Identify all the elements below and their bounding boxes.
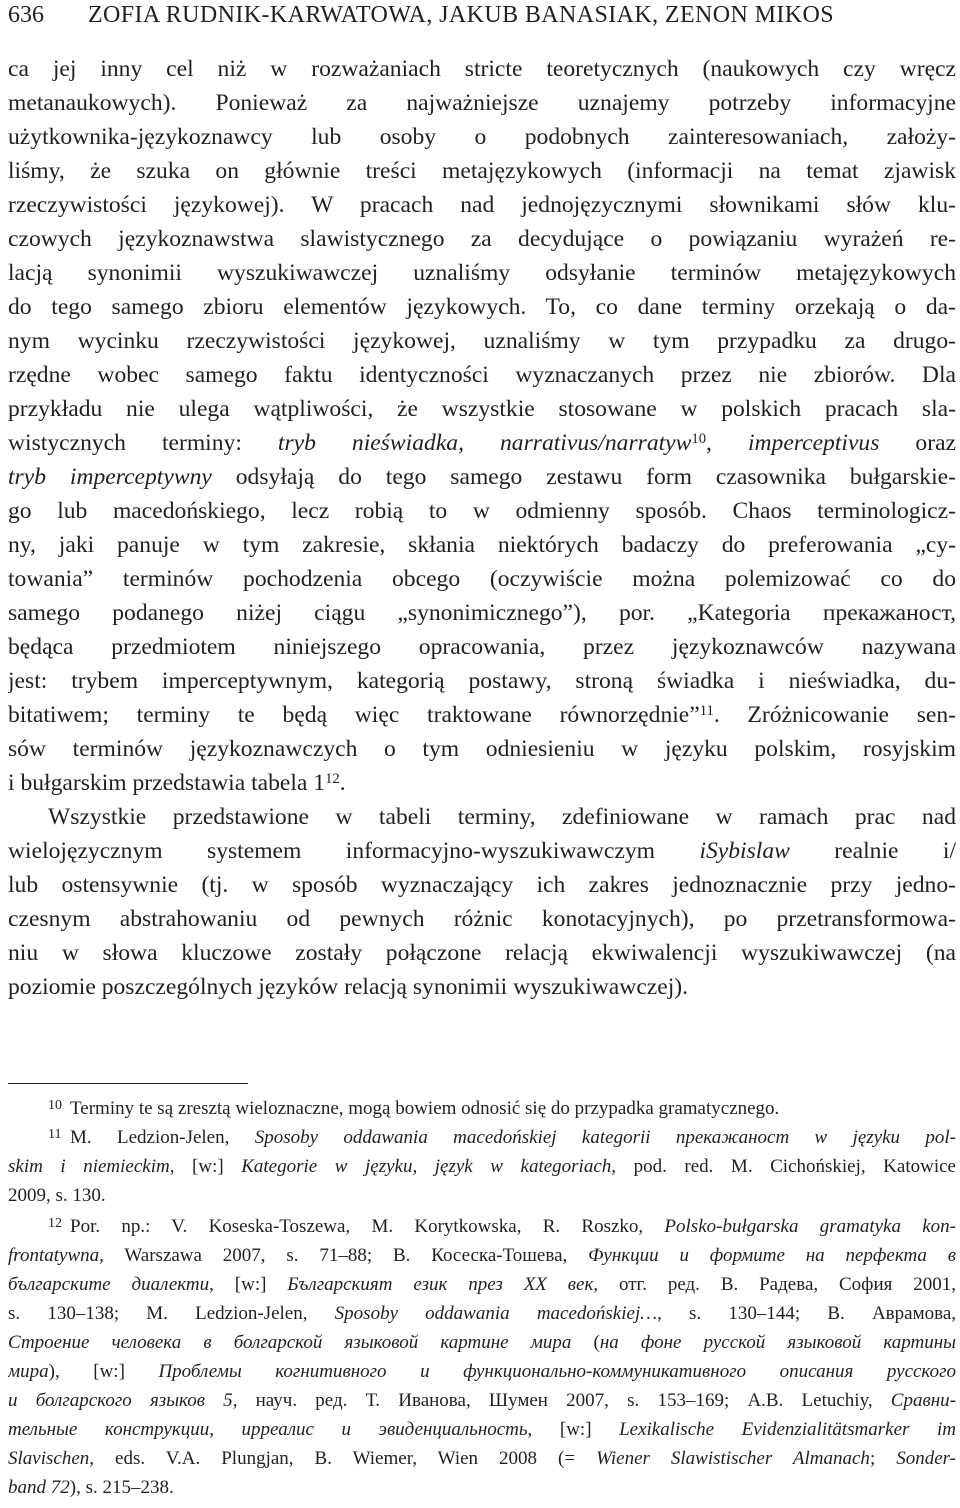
page-number: 636 xyxy=(8,2,44,28)
italic-title: Sonder- xyxy=(896,1448,956,1469)
footnote-line xyxy=(8,1473,956,1502)
text-span: , pod. red. M. Cichońskiej, Katowice xyxy=(611,1156,956,1177)
footnote-12 xyxy=(8,1212,956,1241)
body-line: lacją synonimii wyszukiwawczej uznaliśmy odsyłanie terminów metajęzykowych xyxy=(8,260,956,286)
body-line: rzeczywistości językowej). W pracach nad jednojęzycznymi słownikami słów klu- xyxy=(8,192,956,218)
running-head: ZOFIA RUDNIK-KARWATOWA, JAKUB BANASIAK, ZENON MIKOS xyxy=(88,2,834,28)
italic-title: българските диалекти xyxy=(8,1274,210,1295)
text-span: , [w:] xyxy=(169,1156,242,1177)
footnote-number: 11 xyxy=(48,1127,62,1142)
italic-title: Сравни- xyxy=(890,1390,956,1411)
italic-title: и болгарского языков 5 xyxy=(8,1390,233,1411)
body-line xyxy=(8,834,956,868)
footnote-line xyxy=(8,1270,956,1299)
body-line xyxy=(8,698,956,732)
body-line: do tego samego zbioru elementów językowych. To, co dane terminy orzekają o da- xyxy=(8,294,956,320)
italic-term: tryb nieświadka, narrativus/narratyw xyxy=(277,430,692,456)
italic-title: Строение человека в болгарской языковой картине мира xyxy=(8,1332,572,1353)
text-span: M. Ledzion-Jelen, xyxy=(70,1127,255,1148)
text-span: , s. 130–144; В. Аврамова, xyxy=(657,1303,956,1324)
italic-title: Българският език през XX век xyxy=(287,1274,594,1295)
body-line: liśmy, że szuka on głównie treści metajęzykowych (informacji na temat zjawisk xyxy=(8,158,956,184)
text-span: odsyłają do tego samego zestawu form czasownika bułgarskie- xyxy=(211,464,956,490)
footnote-line xyxy=(8,1415,956,1444)
body-line: metanaukowych). Ponieważ za najważniejsze uznajemy potrzeby informacyjne xyxy=(8,90,956,116)
text-span: , Warszawa 2007, s. 71–88; В. Косеска-Тошева, xyxy=(99,1245,589,1266)
text-span: , науч. ред. Т. Иванова, Шумен 2007, s. 153–169; А.В. Letuchiy, xyxy=(232,1390,891,1411)
body-line xyxy=(8,426,956,460)
body-line: czowych językoznawstwa slawistycznego za decydujące o powiązaniu wyrażeń re- xyxy=(8,226,956,252)
italic-term: imperceptivus xyxy=(747,430,880,456)
text-span: oraz xyxy=(879,430,956,456)
text-span: , отг. ред. В. Радева, София 2001, xyxy=(593,1274,956,1295)
italic-title: Polsko-bułgarska gramatyka kon- xyxy=(664,1216,956,1237)
text-span: wielojęzycznym systemem informacyjno-wyszukiwawczym xyxy=(8,838,700,864)
italic-title: Sposoby oddawania macedońskiej… xyxy=(334,1303,658,1324)
footnote-ref: 11 xyxy=(699,703,714,720)
text-span: ), [w:] xyxy=(48,1361,159,1382)
text-span: , [w:] xyxy=(209,1274,288,1295)
body-line: przykładu nie ulega wątpliwości, że wszystkie stosowane w polskich pracach sla- xyxy=(8,396,956,422)
italic-title: Wiener Slawistischer Almanach xyxy=(596,1448,870,1469)
body-line: niu w słowa kluczowe zostały połączone relacją ekwiwalencji wyszukiwawczej (na xyxy=(8,940,956,966)
footnote-text: Terminy te są zresztą wieloznaczne, mogą bowiem odnosić się do przypadka gramatycznego. xyxy=(70,1098,780,1119)
text-span: Por. np.: V. Koseska-Toszewa, M. Korytkowska, R. Roszko, xyxy=(70,1216,665,1237)
italic-title: Sposoby oddawania macedońskiej kategorii прекажаност w języku pol- xyxy=(254,1127,956,1148)
text-span: ), s. 215–238. xyxy=(69,1477,174,1498)
text-span: s. 130–138; M. Ledzion-Jelen, xyxy=(8,1303,335,1324)
footnote-line: 2009, s. 130. xyxy=(8,1185,106,1206)
text-span: realnie i/ xyxy=(789,838,956,864)
footnote-line xyxy=(8,1328,956,1357)
footnote-line xyxy=(8,1241,956,1270)
italic-title: Проблемы когнитивного и функционально-коммуникативного описания русского xyxy=(158,1361,956,1382)
body-line xyxy=(8,460,956,494)
body-line: towania” terminów pochodzenia obcego (oczywiście można polemizować co do xyxy=(8,566,956,592)
text-span: wistycznych terminy: xyxy=(8,430,278,456)
text-span: , xyxy=(706,430,748,456)
footnote-rule xyxy=(8,1083,248,1084)
italic-title: Slavischen xyxy=(8,1448,90,1469)
text-span: ( xyxy=(571,1332,600,1353)
footnote-line xyxy=(8,1444,956,1473)
italic-term: tryb imperceptywny xyxy=(8,464,212,490)
italic-title: band 72 xyxy=(8,1477,70,1498)
body-line: sów terminów językoznawczych o tym odniesieniu w języku polskim, rosyjskim xyxy=(8,736,956,762)
text-span: i bułgarskim przedstawia tabela 1 xyxy=(8,770,326,796)
body-line: jest: trybem imperceptywnym, kategorią postawy, stroną świadka i nieświadka, du- xyxy=(8,668,956,694)
text-span: ; xyxy=(869,1448,897,1469)
body-line: poziomie poszczególnych języków relacją synonimii wyszukiwawczej). xyxy=(8,974,689,1000)
body-line: czesnym abstrahowaniu od pewnych różnic konotacyjnych), po przetransformowa- xyxy=(8,906,956,932)
text-span: . Zróżnicowanie sen- xyxy=(713,702,956,728)
footnote-11 xyxy=(8,1123,956,1152)
italic-term: iSybislaw xyxy=(699,838,790,864)
italic-title: на фоне русской языковой картины xyxy=(599,1332,956,1353)
body-line: go lub macedońskiego, lecz robią to w odmienny sposób. Chaos terminologicz- xyxy=(8,498,956,524)
body-line: użytkownika-językoznawcy lub osoby o podobnych zainteresowaniach, założy- xyxy=(8,124,956,150)
footnote-ref: 12 xyxy=(325,771,340,788)
paragraph-first-line: Wszystkie przedstawione w tabeli terminy, zdefiniowane w ramach prac nad xyxy=(48,804,956,830)
body-line: samego podanego niżej ciągu „synonimicznego”), por. „Kategoria прекажаност, xyxy=(8,600,956,626)
footnote-line xyxy=(8,1386,956,1415)
italic-title: тельные конструкции, ирреалис и эвиденциальность xyxy=(8,1419,528,1440)
italic-title: frontatywna xyxy=(8,1245,100,1266)
italic-title: Функции и формите на перфекта в xyxy=(588,1245,956,1266)
italic-title: skim i niemieckim xyxy=(8,1156,170,1177)
body-line: lub ostensywnie (tj. w sposób wyznaczający ich zakres jednoznacznie przy jedno- xyxy=(8,872,956,898)
text-span: . xyxy=(339,770,346,796)
text-span: , eds. V.A. Plungjan, B. Wiemer, Wien 2008 (= xyxy=(89,1448,597,1469)
footnote-line xyxy=(8,1152,956,1181)
footnote-number: 12 xyxy=(48,1216,62,1231)
body-line xyxy=(8,766,956,800)
footnote-ref: 10 xyxy=(691,431,707,448)
body-line: rzędne wobec samego faktu identyczności wyznaczanych przez nie zbiorów. Dla xyxy=(8,362,956,388)
footnote-line xyxy=(8,1357,956,1386)
italic-title: мира xyxy=(8,1361,49,1382)
footnote-number: 10 xyxy=(48,1098,62,1113)
body-line: nym wycinku rzeczywistości językowej, uznaliśmy w tym przypadku za drugo- xyxy=(8,328,956,354)
italic-title: Lexikalische Evidenzialitätsmarker im xyxy=(619,1419,956,1440)
text-span: bitatiwem; terminy te będą więc traktowane równorzędnie” xyxy=(8,702,700,728)
text-span: , [w:] xyxy=(527,1419,620,1440)
body-line: ny, jaki panuje w tym zakresie, skłania niektórych badaczy do preferowania „cy- xyxy=(8,532,956,558)
page-header xyxy=(8,0,952,34)
body-line: ca jej inny cel niż w rozważaniach stricte teoretycznych (naukowych czy wręcz xyxy=(8,56,956,82)
italic-title: Kategorie w języku, język w kategoriach xyxy=(241,1156,612,1177)
footnote-10 xyxy=(8,1094,956,1123)
body-line: będąca przedmiotem niniejszego opracowania, przez językoznawców nazywana xyxy=(8,634,956,660)
footnote-line xyxy=(8,1299,956,1328)
